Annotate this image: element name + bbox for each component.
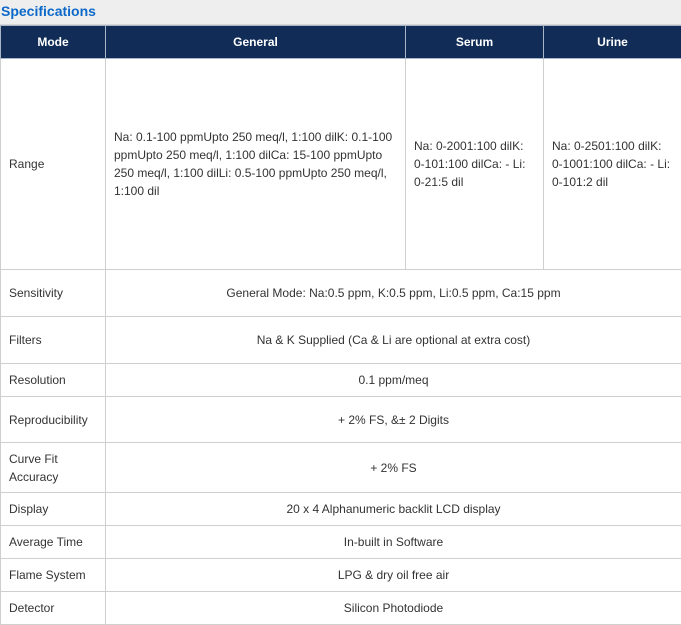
table-row [1, 559, 681, 592]
table-row [1, 397, 681, 443]
range-urine-cell: Na: 0-2501:100 dilK: 0-1001:100 dilCa: - Li: 0-101:2 dil [544, 59, 681, 270]
row-label: Average Time [1, 526, 106, 559]
row-label: Resolution [1, 364, 106, 397]
row-value: General Mode: Na:0.5 ppm, K:0.5 ppm, Li:0.5 ppm, Ca:15 ppm [106, 270, 681, 317]
row-value: Silicon Photodiode [106, 592, 681, 625]
table-row [1, 493, 681, 526]
column-header-urine: Urine [544, 26, 681, 59]
row-value: + 2% FS [106, 443, 681, 493]
row-value: 0.1 ppm/meq [106, 364, 681, 397]
row-value: LPG & dry oil free air [106, 559, 681, 592]
table-row [1, 443, 681, 493]
section-title: Specifications [1, 3, 96, 20]
table-row [1, 364, 681, 397]
row-value: In-built in Software [106, 526, 681, 559]
section-title-bar [0, 0, 681, 25]
row-label: Curve Fit Accuracy [1, 443, 106, 493]
row-label: Flame System [1, 559, 106, 592]
column-header-mode: Mode [1, 26, 106, 59]
row-value: + 2% FS, &± 2 Digits [106, 397, 681, 443]
column-header-general: General [106, 26, 406, 59]
specifications-table [0, 25, 681, 625]
row-label: Filters [1, 317, 106, 364]
table-row-range [1, 59, 681, 270]
row-label: Sensitivity [1, 270, 106, 317]
table-row [1, 526, 681, 559]
row-label: Reproducibility [1, 397, 106, 443]
table-header-row [1, 26, 681, 59]
row-label: Detector [1, 592, 106, 625]
row-value: Na & K Supplied (Ca & Li are optional at extra cost) [106, 317, 681, 364]
range-serum-cell: Na: 0-2001:100 dilK: 0-101:100 dilCa: - Li: 0-21:5 dil [406, 59, 544, 270]
range-general-cell: Na: 0.1-100 ppmUpto 250 meq/l, 1:100 dilK: 0.1-100 ppmUpto 250 meq/l, 1:100 dilCa: 15-100 ppmUpto 250 meq/l, 1:100 dilLi: 0.5-100 ppmUpto 250 meq/l, 1:100 dil [106, 59, 406, 270]
row-label-range: Range [1, 59, 106, 270]
row-value: 20 x 4 Alphanumeric backlit LCD display [106, 493, 681, 526]
column-header-serum: Serum [406, 26, 544, 59]
table-row [1, 592, 681, 625]
table-row [1, 317, 681, 364]
table-row [1, 270, 681, 317]
row-label: Display [1, 493, 106, 526]
